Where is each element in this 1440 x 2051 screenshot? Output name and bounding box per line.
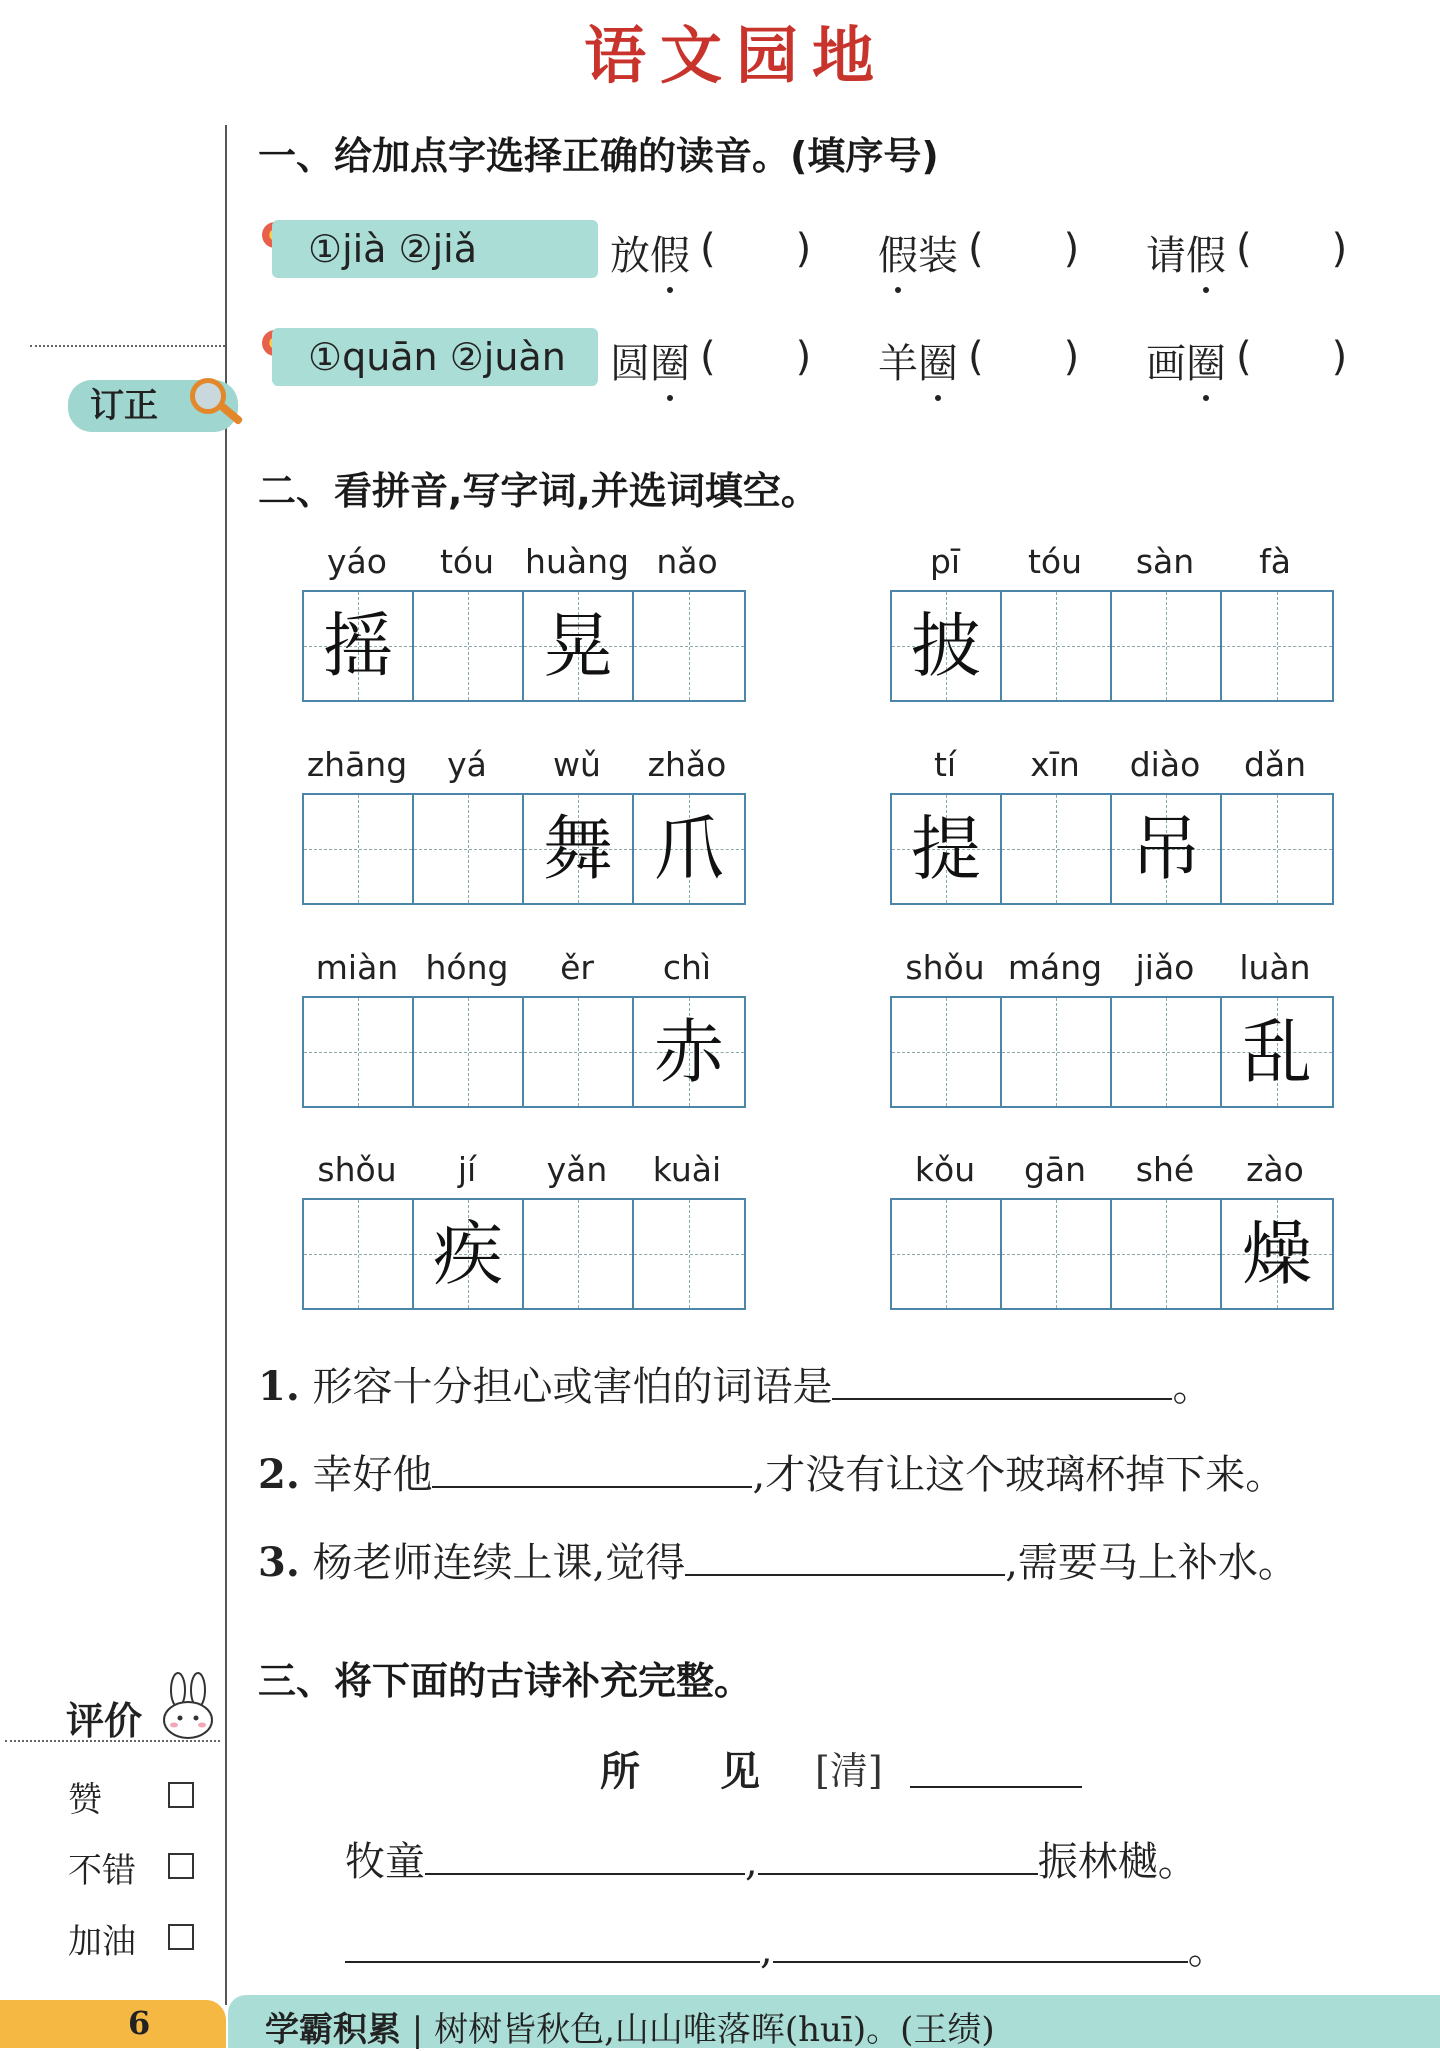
poem-blank[interactable] (758, 1839, 1038, 1875)
writing-cell[interactable] (524, 998, 634, 1106)
pinyin-label: zhāng (306, 745, 408, 784)
pinyin-label: zào (1246, 1150, 1304, 1189)
cell-character: 摇 (323, 605, 393, 687)
cell-character: 燥 (1242, 1213, 1312, 1295)
question-2: 2. 幸好他 ,才没有让这个玻璃杯掉下来。 (258, 1451, 1286, 1498)
writing-cell[interactable] (1222, 998, 1332, 1106)
answer-blank[interactable] (685, 1540, 1005, 1576)
section3-heading: 三、将下面的古诗补充完整。 (258, 1659, 753, 1703)
word-yuanquan: 圆圈 (610, 332, 690, 389)
writing-cell[interactable] (892, 592, 1002, 700)
eval-checkbox-keep-going[interactable] (168, 1924, 194, 1950)
cell-character: 乱 (1242, 1011, 1312, 1093)
pinyin-label: miàn (315, 948, 399, 987)
pinyin-label: tí (933, 745, 957, 784)
pinyin-label: yǎn (546, 1150, 608, 1189)
page-number-badge (0, 2000, 226, 2048)
cell-character: 提 (911, 808, 981, 890)
page-number: 6 (128, 2004, 151, 2042)
pinyin-label: sàn (1135, 542, 1195, 581)
pronunciation-options-1: ①jià ②jiǎ (272, 220, 598, 278)
margin-dotted-divider (30, 345, 225, 347)
word-huaquan: 画圈 (1146, 332, 1226, 389)
cell-character: 爪 (654, 808, 724, 890)
pinyin-label: ěr (560, 948, 594, 987)
writing-cell[interactable] (634, 592, 744, 700)
pinyin-label: shǒu (317, 1150, 397, 1189)
pinyin-label: nǎo (656, 542, 718, 581)
eval-checkbox-good[interactable] (168, 1853, 194, 1879)
pinyin-label: dǎn (1243, 745, 1307, 784)
writing-grid (302, 590, 746, 702)
poem-line-1: 牧童 , 振林樾。 (345, 1839, 1198, 1885)
pinyin-label: xīn (1030, 745, 1080, 784)
cell-character: 吊 (1131, 808, 1201, 890)
pinyin-label: yáo (327, 542, 387, 581)
poem-line-2: , 。 (345, 1918, 1228, 1975)
pinyin-label: pī (929, 542, 961, 581)
cell-character: 赤 (654, 1011, 724, 1093)
cell-character: 疾 (433, 1213, 503, 1295)
pinyin-label: hóng (425, 948, 509, 987)
poem-author-blank[interactable] (910, 1752, 1082, 1788)
pinyin-word-group (890, 948, 1334, 1108)
writing-grid (890, 1198, 1334, 1310)
footer-tip: 学霸积累 | 树树皆秋色,山山唯落晖(huī)。(王绩) (265, 2010, 995, 2050)
writing-grid (302, 1198, 746, 1310)
writing-cell[interactable] (304, 592, 414, 700)
pinyin-label: zhǎo (647, 745, 727, 784)
poem-blank[interactable] (773, 1927, 1188, 1963)
pinyin-word-group (302, 745, 746, 905)
writing-cell[interactable] (892, 1200, 1002, 1308)
answer-paren[interactable]: ( ) (968, 226, 1080, 272)
writing-cell[interactable] (1112, 998, 1222, 1106)
writing-cell[interactable] (634, 998, 744, 1106)
pinyin-word-group (302, 542, 746, 702)
answer-paren[interactable]: ( ) (1236, 334, 1348, 380)
writing-cell[interactable] (524, 592, 634, 700)
writing-cell[interactable] (414, 795, 524, 903)
pinyin-label: luàn (1239, 948, 1311, 987)
writing-grid (302, 996, 746, 1108)
writing-cell[interactable] (1112, 795, 1222, 903)
writing-cell[interactable] (524, 795, 634, 903)
pinyin-label: wǔ (553, 745, 601, 784)
pinyin-word-group (302, 1150, 746, 1310)
pinyin-label: jí (457, 1150, 477, 1189)
writing-cell[interactable] (892, 795, 1002, 903)
pinyin-word-group (890, 542, 1334, 702)
pinyin-label: kǒu (914, 1150, 976, 1189)
writing-cell[interactable] (1002, 998, 1112, 1106)
word-jiazhuang: 假装 (878, 224, 958, 281)
writing-grid (890, 996, 1334, 1108)
pinyin-label: shǒu (905, 948, 985, 987)
poem-dynasty: [清] (815, 1749, 883, 1793)
writing-cell[interactable] (414, 1200, 524, 1308)
evaluation-label: 评价 (66, 1698, 143, 1743)
writing-cell[interactable] (1222, 1200, 1332, 1308)
writing-cell[interactable] (892, 998, 1002, 1106)
writing-cell[interactable] (1222, 592, 1332, 700)
evaluation-dotted-divider (5, 1740, 220, 1742)
pinyin-label: chì (662, 948, 712, 987)
word-fangjia: 放假 (610, 224, 690, 281)
section2-heading: 二、看拼音,写字词,并选词填空。 (258, 469, 819, 513)
question-1: 1. 形容十分担心或害怕的词语是 。 (258, 1363, 1213, 1410)
pinyin-label: tóu (439, 542, 495, 581)
eval-checkbox-excellent[interactable] (168, 1782, 194, 1808)
eval-option-good: 不错 (68, 1851, 136, 1891)
answer-paren[interactable]: ( ) (1236, 226, 1348, 272)
writing-cell[interactable] (1222, 795, 1332, 903)
pinyin-label: tóu (1027, 542, 1083, 581)
section1-heading: 一、给加点字选择正确的读音。(填序号) (258, 134, 939, 178)
writing-cell[interactable] (1112, 1200, 1222, 1308)
writing-cell[interactable] (304, 1200, 414, 1308)
pinyin-word-group (890, 745, 1334, 905)
writing-cell[interactable] (634, 795, 744, 903)
cell-character: 舞 (543, 808, 613, 890)
pinyin-label: jiǎo (1135, 948, 1195, 987)
bunny-icon (158, 1672, 218, 1742)
cell-character: 披 (911, 605, 981, 687)
writing-cell[interactable] (304, 998, 414, 1106)
pinyin-word-group (302, 948, 746, 1108)
correction-tag: 订正 (68, 380, 238, 432)
eval-option-excellent: 赞 (68, 1780, 102, 1820)
writing-cell[interactable] (1112, 592, 1222, 700)
pronunciation-options-2: ①quān ②juàn (272, 328, 598, 386)
pinyin-label: shé (1135, 1150, 1195, 1189)
poem-blank[interactable] (425, 1839, 745, 1875)
cell-character: 晃 (543, 605, 613, 687)
word-qingjia: 请假 (1146, 224, 1226, 281)
pinyin-word-group (890, 1150, 1334, 1310)
answer-paren[interactable]: ( ) (700, 226, 812, 272)
page-title: 语文园地 (583, 19, 888, 92)
writing-cell[interactable] (414, 998, 524, 1106)
writing-cell[interactable] (1002, 795, 1112, 903)
writing-cell[interactable] (1002, 592, 1112, 700)
pinyin-label: máng (1007, 948, 1103, 987)
answer-blank[interactable] (832, 1364, 1172, 1400)
pinyin-label: fà (1259, 542, 1291, 581)
writing-cell[interactable] (304, 795, 414, 903)
word-yangjuan: 羊圈 (878, 332, 958, 389)
pinyin-label: gān (1023, 1150, 1087, 1189)
writing-cell[interactable] (634, 1200, 744, 1308)
eval-option-keep-going: 加油 (68, 1922, 136, 1962)
pinyin-label: diào (1129, 745, 1201, 784)
question-3: 3. 杨老师连续上课,觉得 ,需要马上补水。 (258, 1539, 1298, 1586)
poem-title: 所 见 (600, 1748, 760, 1795)
writing-cell[interactable] (524, 1200, 634, 1308)
pinyin-label: kuài (652, 1150, 722, 1189)
writing-grid (302, 793, 746, 905)
pinyin-label: huàng (525, 542, 629, 581)
writing-grid (890, 590, 1334, 702)
writing-cell[interactable] (414, 592, 524, 700)
writing-grid (890, 793, 1334, 905)
poem-blank[interactable] (345, 1927, 760, 1963)
answer-paren[interactable]: ( ) (700, 334, 812, 380)
answer-paren[interactable]: ( ) (968, 334, 1080, 380)
answer-blank[interactable] (432, 1452, 752, 1488)
writing-cell[interactable] (1002, 1200, 1112, 1308)
pinyin-label: yá (447, 745, 487, 784)
